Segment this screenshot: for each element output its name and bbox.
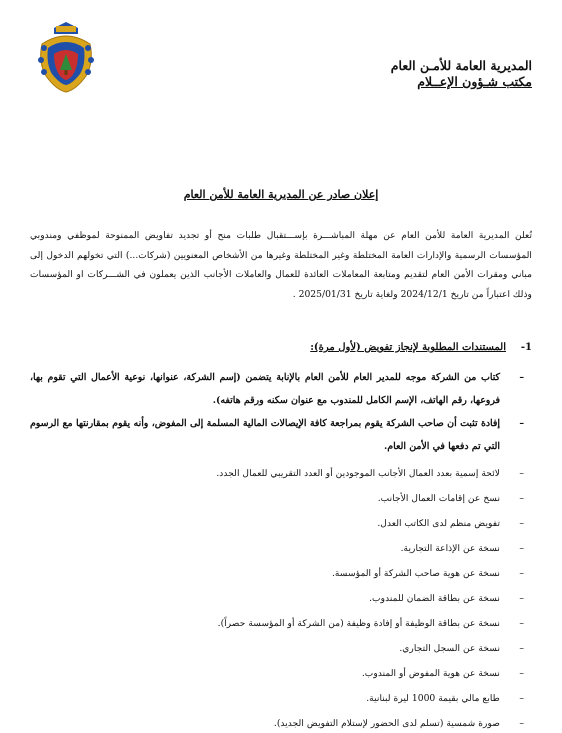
documents-list	[30, 366, 532, 733]
list-item	[30, 614, 532, 633]
list-item-text: صورة شمسية (تسلم لدى الحضور لإستلام التفويض الجديد).	[273, 718, 500, 729]
intro-paragraph: تُعلن المديرية العامة للأمن العام عن مهلة المباشـــرة بإســـتقبال طلبات منح أو تجديد تفاويض الممنوحة لموظفي ومندوبي المؤسسات الرسمية والإدارات العامة المختلطة وغير المختلطة وغيرها من الأشخاص المعنويين (شركات...) التي تخولهم الدخول إلى مباني ومقرات الأمن العام لتقديم ومتابعة المعاملات العائدة للعمال والعاملات الأجانب الذين يعملون في الشـــركات او المؤسسات وذلك اعتباراً من تاريخ 2024/12/1 ولغاية تاريخ 2025/01/31 .	[30, 230, 532, 300]
list-item	[30, 412, 532, 458]
list-item	[30, 464, 532, 483]
list-item	[30, 689, 532, 708]
list-item-text: نسخة عن الإذاعة التجارية.	[400, 543, 500, 554]
bullet-dash: –	[519, 593, 524, 604]
list-item-text: نسخة عن بطاقة الوظيفة أو إفادة وظيفة (من الشركة أو المؤسسة حصراً).	[217, 618, 500, 629]
bullet-dash: –	[519, 718, 524, 729]
section-heading	[310, 342, 532, 353]
bullet-dash: –	[519, 618, 524, 629]
list-item-text: كتاب من الشركة موجه للمدير العام للأمن العام بالإنابة يتضمن (إسم الشركة، عنوانها، نوعية الأعمال التي تقوم بها، فروعها، رقم الهاتف، الإسم الكامل للمندوب مع عنوان سكنه ورقم هاتفه).	[30, 372, 500, 406]
bullet-dash: –	[519, 668, 524, 679]
bullet-dash: –	[519, 568, 524, 579]
list-item-text: تفويض منظم لدى الكاتب العدل.	[377, 518, 500, 529]
list-item-text: نسخة عن هوية المفوض أو المندوب.	[361, 668, 500, 679]
list-item-text: لائحة إسمية بعدد العمال الأجانب الموجودين أو العدد التقريبي للعمال الجدد.	[216, 468, 500, 479]
bullet-dash: –	[519, 493, 524, 504]
org-name: المديرية العامة للأمـن العام	[390, 58, 532, 73]
bullet-dash: –	[519, 543, 524, 554]
general-security-emblem-icon	[34, 18, 98, 96]
announcement-title: إعلان صادر عن المديرية العامة للأمن العام	[183, 188, 379, 201]
bullet-dash: –	[519, 518, 524, 529]
list-item	[30, 564, 532, 583]
office-name: مكتب شـؤون الإعــلام	[417, 74, 532, 89]
list-item-text: نسخة عن هوية صاحب الشركة أو المؤسسة.	[331, 568, 500, 579]
bullet-dash: –	[519, 643, 524, 654]
list-item	[30, 514, 532, 533]
list-item	[30, 489, 532, 508]
list-item-text: إفادة تثبت أن صاحب الشركة يقوم بمراجعة كافة الإيصالات المالية المسلمة إلى المفوض، وأنه يقوم بمقارنتها مع الرسوم التي تم دفعها في الأمن العام.	[30, 418, 500, 452]
list-item-text: نسخة عن السجل التجاري.	[399, 643, 500, 654]
section-label: المستندات المطلوبة لإنجاز تفويض (لأول مرة):	[310, 342, 506, 353]
list-item-text: نسخة عن بطاقة الضمان للمندوب.	[369, 593, 500, 604]
section-number: 1-	[520, 342, 532, 353]
list-item-text: طابع مالي بقيمة 1000 ليرة لبنانية.	[366, 693, 500, 704]
bullet-dash: –	[519, 693, 524, 704]
list-item	[30, 664, 532, 683]
header-block	[391, 58, 532, 90]
list-item	[30, 366, 532, 412]
list-item	[30, 639, 532, 658]
bullet-dash: –	[519, 372, 524, 383]
bullet-dash: –	[519, 418, 524, 429]
list-item	[30, 714, 532, 733]
list-item	[30, 589, 532, 608]
list-item	[30, 539, 532, 558]
list-item-text: نسخ عن إقامات العمال الأجانب.	[377, 493, 500, 504]
bullet-dash: –	[519, 468, 524, 479]
